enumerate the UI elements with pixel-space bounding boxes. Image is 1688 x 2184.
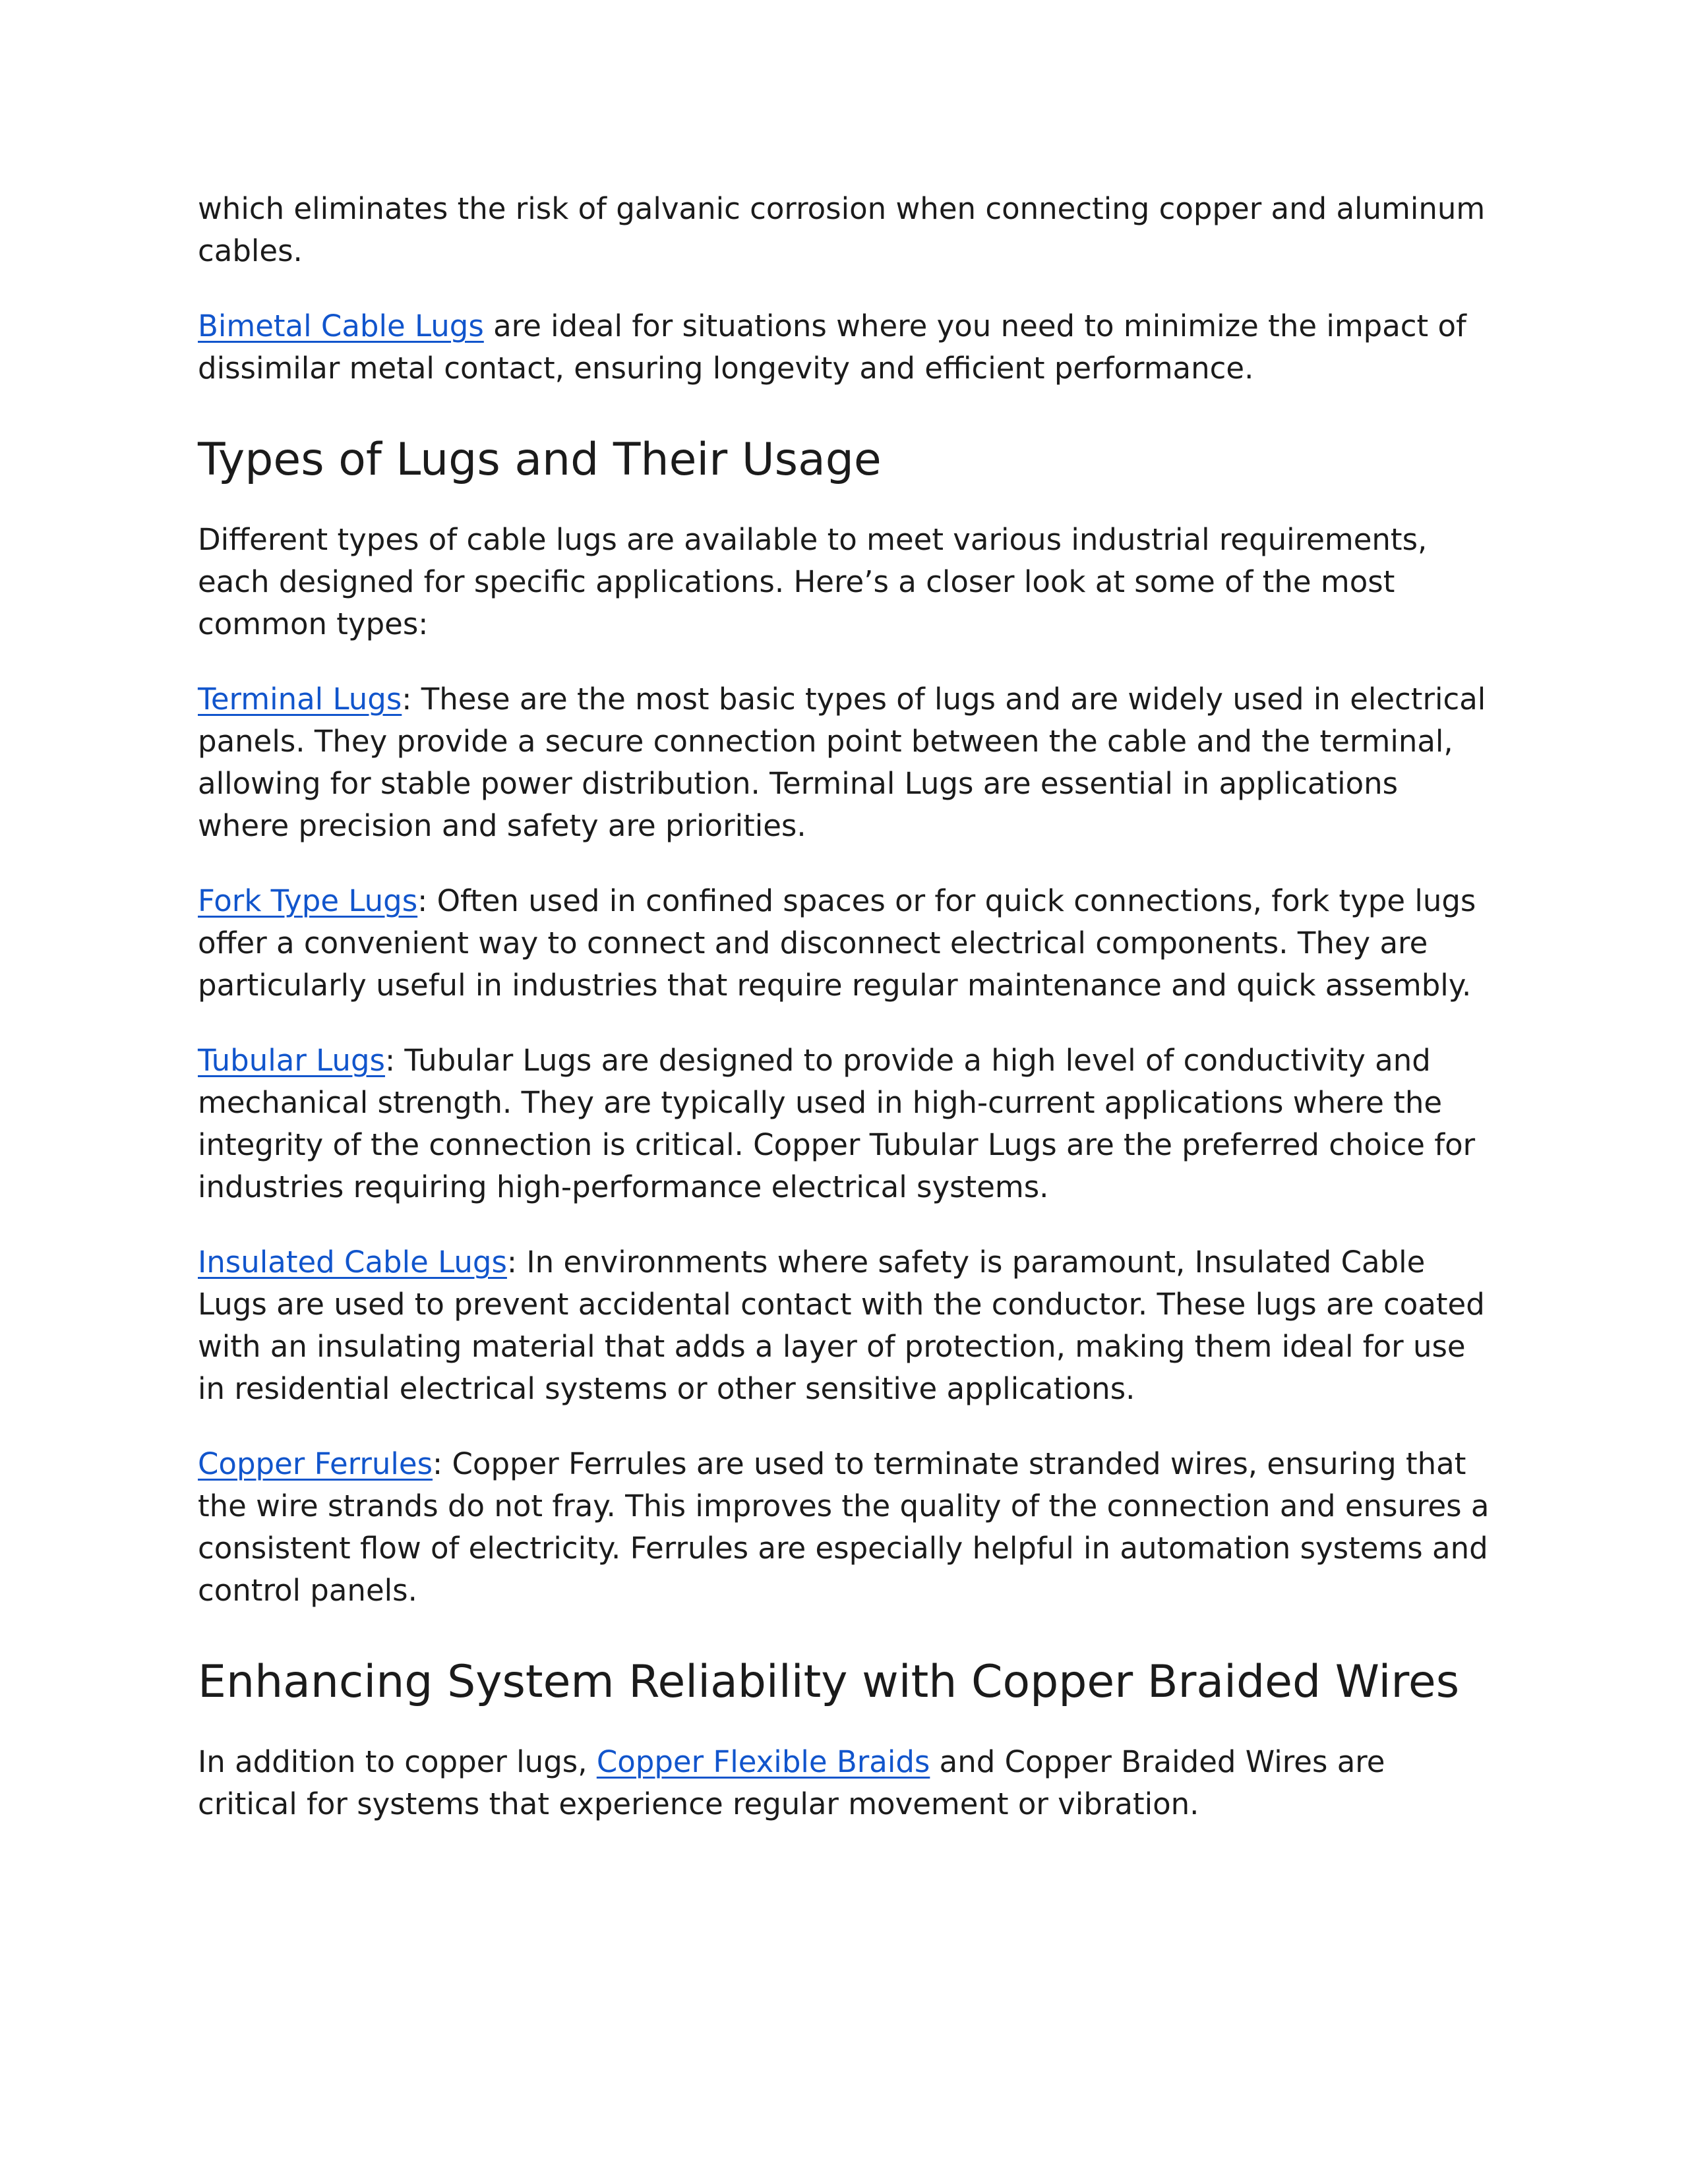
link-insulated-cable-lugs[interactable]: Insulated Cable Lugs bbox=[198, 1245, 507, 1280]
paragraph-text: : Tubular Lugs are designed to provide a high level of conductivity and mechanical strength. They are typically used in high-current applications where the integrity of the connection is critical. Copper Tubular Lugs are the preferred choice for industries requiring high-performance electrical systems. bbox=[198, 1043, 1476, 1204]
paragraph-copper-ferrules bbox=[198, 1443, 1490, 1612]
paragraph-text: which eliminates the risk of galvanic corrosion when connecting copper and aluminum cables. bbox=[198, 191, 1486, 268]
paragraph-text: : In environments where safety is paramount, Insulated Cable Lugs are used to prevent accidental contact with the conductor. These lugs are coated with an insulating material that adds a layer of protection, making them ideal for use in residential electrical systems or other sensitive applications. bbox=[198, 1245, 1485, 1406]
paragraph-text: and Copper Braided Wires are critical for systems that experience regular movement or vibration. bbox=[198, 1744, 1385, 1821]
link-terminal-lugs[interactable]: Terminal Lugs bbox=[198, 682, 402, 717]
paragraph-text: In addition to copper lugs, bbox=[198, 1744, 597, 1779]
paragraph-insulated-cable-lugs bbox=[198, 1241, 1490, 1410]
paragraph-text: Different types of cable lugs are available to meet various industrial requirements, each designed for specific applications. Here’s a closer look at some of the most common types: bbox=[198, 522, 1428, 641]
link-copper-flexible-braids[interactable]: Copper Flexible Braids bbox=[596, 1744, 930, 1779]
link-fork-type-lugs[interactable]: Fork Type Lugs bbox=[198, 883, 418, 918]
paragraph-text: : Copper Ferrules are used to terminate stranded wires, ensuring that the wire strands do not fray. This improves the quality of the connection and ensures a consistent flow of electricity. Ferrules are especially helpful in automation systems and control panels. bbox=[198, 1446, 1490, 1608]
document-page bbox=[198, 188, 1490, 1825]
paragraph-galvanic-corrosion bbox=[198, 188, 1490, 272]
paragraph-text: are ideal for situations where you need to minimize the impact of dissimilar metal contact, ensuring longevity and efficient performance. bbox=[198, 309, 1466, 386]
paragraph-tubular-lugs bbox=[198, 1040, 1490, 1208]
paragraph-bimetal-cable-lugs bbox=[198, 305, 1490, 390]
paragraph-fork-type-lugs bbox=[198, 880, 1490, 1007]
link-tubular-lugs[interactable]: Tubular Lugs bbox=[198, 1043, 385, 1078]
paragraph-text: : These are the most basic types of lugs and are widely used in electrical panels. They provide a secure connection point between the cable and the terminal, allowing for stable power distribution. Terminal Lugs are essential in applications where precision and safety are priorities. bbox=[198, 682, 1486, 843]
heading-types-of-lugs: Types of Lugs and Their Usage bbox=[198, 434, 882, 486]
link-bimetal-cable-lugs[interactable]: Bimetal Cable Lugs bbox=[198, 309, 484, 343]
heading-copper-braided-wires: Enhancing System Reliability with Copper Braided Wires bbox=[198, 1656, 1460, 1708]
paragraph-copper-braids bbox=[198, 1741, 1490, 1825]
paragraph-types-intro bbox=[198, 519, 1490, 645]
paragraph-terminal-lugs bbox=[198, 678, 1490, 847]
paragraph-text: : Often used in confined spaces or for quick connections, fork type lugs offer a convenient way to connect and disconnect electrical components. They are particularly useful in industries that require regular maintenance and quick assembly. bbox=[198, 883, 1476, 1003]
link-copper-ferrules[interactable]: Copper Ferrules bbox=[198, 1446, 433, 1481]
